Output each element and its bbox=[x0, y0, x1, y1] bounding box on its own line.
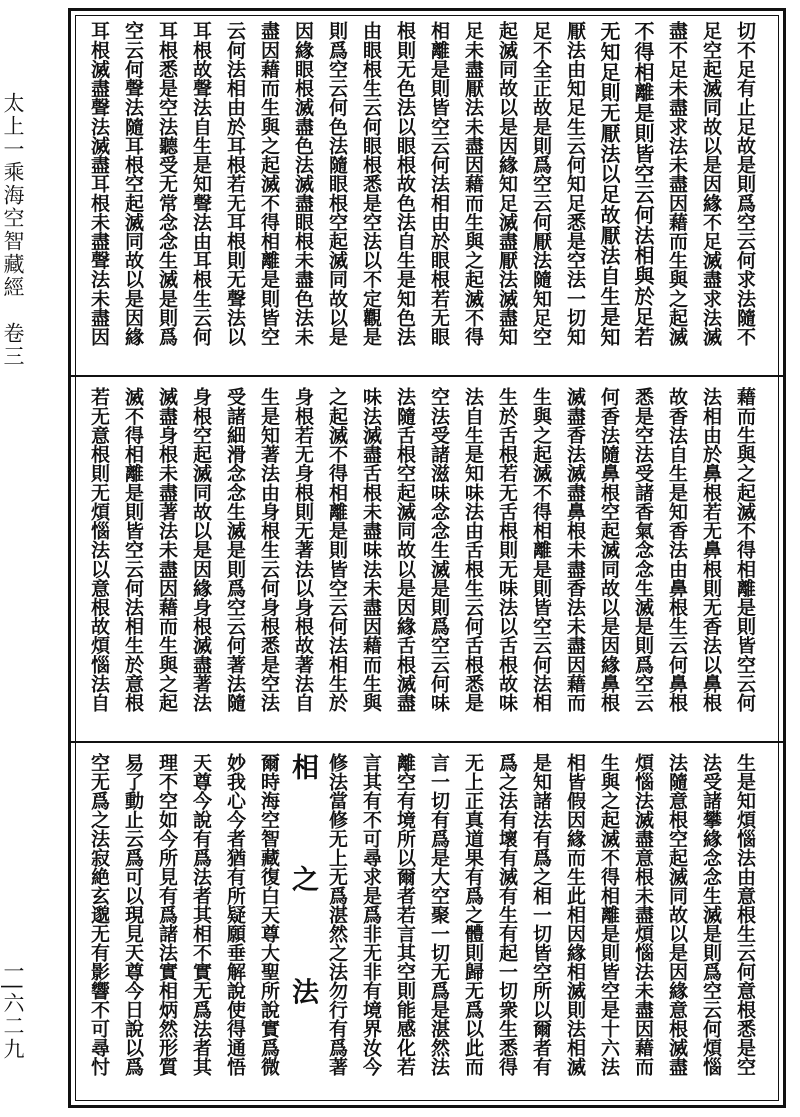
text-column: 言一切有爲是大空聚一切无爲是湛然法 bbox=[428, 753, 450, 1076]
text-column: 法隨舌根空起滅同故以是因緣舌根滅盡 bbox=[394, 387, 416, 712]
text-column: 悉是空法受諸香氣念念生滅是則爲空云 bbox=[632, 387, 654, 712]
text-column: 法受諸攀緣念念生滅是則爲空云何煩惱 bbox=[700, 753, 722, 1076]
text-column: 離空有境所以爾者若言其空則能感化若 bbox=[394, 753, 416, 1076]
text-column: 則爲空云何色法隨眼根空起滅同故以是 bbox=[326, 21, 348, 346]
text-column: 理不空如今所見有爲諸法實相炳然形質 bbox=[156, 753, 178, 1076]
page-number: 一|六二九 bbox=[1, 960, 25, 1062]
text-column: 相離是則皆空云何法相由於眼根若无眼 bbox=[428, 21, 450, 346]
text-column: 无知足則无厭法以足故厭法自生是知 bbox=[597, 21, 621, 347]
text-column: 故香法自生是知香法由鼻根生云何鼻根 bbox=[666, 387, 688, 712]
section-divider bbox=[71, 375, 783, 377]
text-column: 足不全正故是則爲空云何厭法隨知足空 bbox=[530, 21, 552, 346]
text-column: 身根若无身根則无著法以身根故著法自 bbox=[292, 387, 314, 712]
text-column: 因緣眼根滅盡色法滅盡眼根未盡色法未 bbox=[292, 21, 314, 346]
text-column: 空法受諸滋味念念生滅是則爲空云何味 bbox=[428, 387, 450, 712]
text-column: 切不足有止足故是則爲空云何求法隨不 bbox=[734, 21, 756, 346]
text-column: 相皆假因緣而生此相因緣相滅則法相滅 bbox=[564, 753, 586, 1076]
text-column: 滅盡香法滅盡鼻根未盡香法未盡因藉而 bbox=[564, 387, 586, 712]
text-column: 云何法相由於耳根若无耳根則无聲法以 bbox=[224, 21, 246, 346]
text-section-3 bbox=[87, 753, 767, 1093]
text-column: 煩惱法滅盡意根未盡煩惱法未盡因藉而 bbox=[632, 753, 654, 1076]
text-column: 耳根悉是空法聽受无常念念生滅是則爲 bbox=[156, 21, 178, 346]
text-column: 生於舌根若无舌根則无味法以舌根故味 bbox=[496, 387, 518, 712]
text-column: 易了動止云爲可以現見天尊今日說以爲 bbox=[122, 753, 144, 1076]
scripture-title: 太上一乘海空智藏經 卷三 bbox=[1, 92, 25, 368]
text-column: 滅不得相離是則皆空云何法相生於意根 bbox=[122, 387, 144, 712]
text-column: 生與之起滅不得相離是則皆空云何法相 bbox=[530, 387, 552, 712]
text-column: 法自生是知味法由舌根生云何舌根悉是 bbox=[462, 387, 484, 712]
text-column: 滅盡身根未盡著法未盡因藉而生與之起 bbox=[156, 387, 178, 712]
text-column: 盡不足未盡求法未盡因藉而生與之起滅 bbox=[666, 21, 688, 346]
text-column: 生是知煩惱法由意根生云何意根悉是空 bbox=[734, 753, 756, 1076]
text-section-2 bbox=[87, 387, 767, 729]
text-column: 受諸細滑念念生滅是則爲空云何著法隨 bbox=[224, 387, 246, 712]
text-section-1 bbox=[87, 21, 767, 363]
text-column: 相之法 bbox=[287, 753, 318, 1090]
text-column: 爾時海空智藏復白天尊大聖所說實爲微 bbox=[258, 753, 280, 1076]
text-column: 味法滅盡舌根未盡味法未盡因藉而生與 bbox=[360, 387, 382, 712]
text-column: 言其有不可尋求是爲非无非有境界汝今 bbox=[360, 753, 382, 1076]
text-column: 天尊今說有爲法者其相不實无爲法者其 bbox=[190, 753, 212, 1076]
page-frame bbox=[68, 8, 786, 1108]
text-column: 由眼根生云何眼根悉是空法以不定觀是 bbox=[360, 21, 382, 346]
text-column: 耳根故聲法自生是知聲法由耳根生云何 bbox=[190, 21, 212, 346]
text-column: 起滅同故以是因緣知足滅盡厭法滅盡知 bbox=[496, 21, 518, 346]
text-column: 不得相離是則皆空云何法相與於足若 bbox=[631, 21, 655, 347]
text-column: 妙我心今者猶有所疑願垂解說使得通悟 bbox=[224, 753, 246, 1076]
text-column: 根則无色法以眼根故色法自生是知色法 bbox=[394, 21, 416, 346]
section-divider bbox=[71, 741, 783, 743]
text-column: 厭法由知足生云何知足悉是空法一切知 bbox=[564, 21, 586, 346]
text-column: 法隨意根空起滅同故以是因緣意根滅盡 bbox=[666, 753, 688, 1076]
text-column: 足未盡厭法未盡因藉而生與之起滅不得 bbox=[462, 21, 484, 346]
text-column: 耳根滅盡聲法滅盡耳根未盡聲法未盡因 bbox=[88, 21, 110, 346]
text-column: 盡因藉而生與之起滅不得相離是則皆空 bbox=[258, 21, 280, 346]
text-column: 藉而生與之起滅不得相離是則皆空云何 bbox=[734, 387, 756, 712]
text-column: 之起滅不得相離是則皆空云何法相生於 bbox=[326, 387, 348, 712]
text-column: 无上正真道果有爲之體則歸无爲以此而 bbox=[462, 753, 484, 1076]
text-column: 足空起滅同故以是因緣不足滅盡求法滅 bbox=[700, 21, 722, 346]
text-column: 是知諸法有爲之相一切皆空所以爾者有 bbox=[530, 753, 552, 1076]
text-column: 修法當修无上无爲湛然之法勿行有爲著 bbox=[326, 753, 348, 1076]
text-column: 空云何聲法隨耳根空起滅同故以是因緣 bbox=[122, 21, 144, 346]
text-column: 生與之起滅不得相離是則皆空是十六法 bbox=[598, 753, 620, 1076]
text-column: 空无爲之法寂絶玄邈无有影響不可尋忖 bbox=[88, 753, 110, 1076]
text-column: 身根空起滅同故以是因緣身根滅盡著法 bbox=[190, 387, 212, 712]
text-column: 爲之法有壞有滅有生有起一切衆生悉得 bbox=[496, 753, 518, 1076]
text-column: 生是知著法由身根生云何身根悉是空法 bbox=[258, 387, 280, 712]
text-column: 若无意根則无煩惱法以意根故煩惱法自 bbox=[88, 387, 110, 712]
text-column: 何香法隨鼻根空起滅同故以是因緣鼻根 bbox=[598, 387, 620, 712]
text-column: 法相由於鼻根若无鼻根則无香法以鼻根 bbox=[700, 387, 722, 712]
